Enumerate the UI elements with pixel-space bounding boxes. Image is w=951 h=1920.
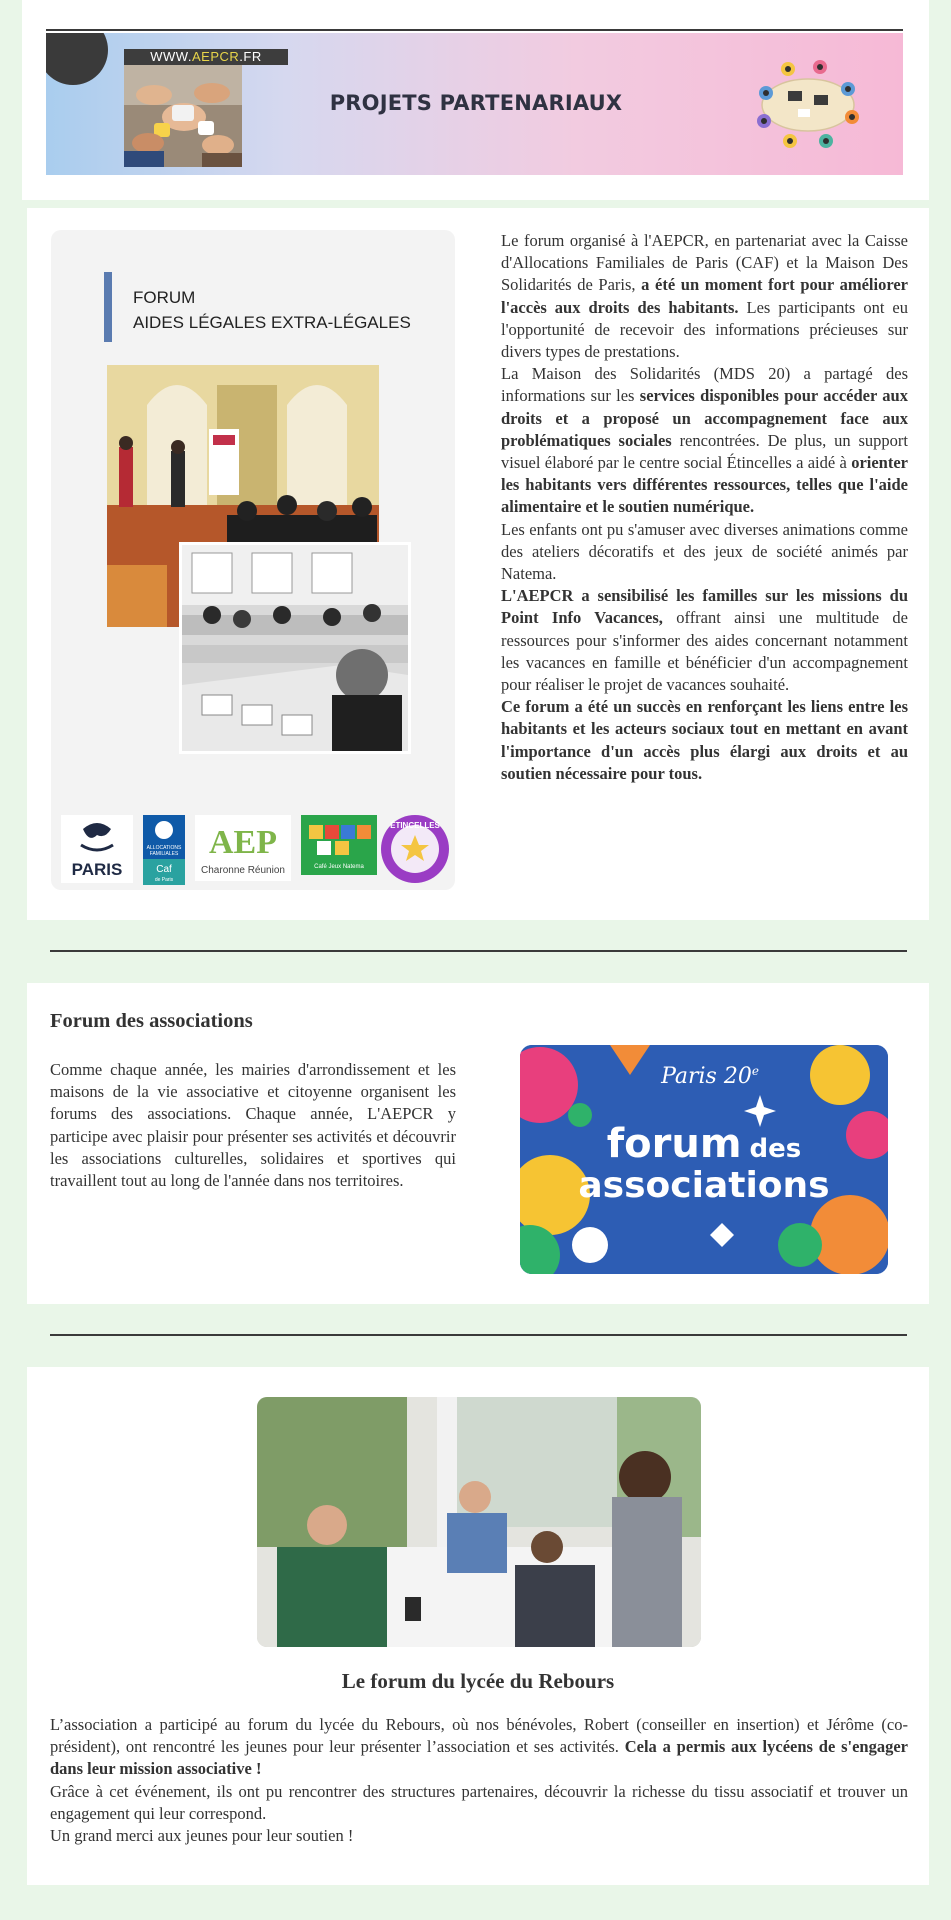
header-banner [46,33,903,175]
forum-aides-article [501,230,908,785]
forum-aides-paragraph: L'AEPCR a sensibilisé les familles sur les missions du Point Info Vacances, offrant ainsi une multitude de ressources pour s'informer des aides concernant notamment les vacances en famille et bénéficier d'un accompagnement pour réaliser le projet de vacances souhaité. [501,586,908,695]
lycee-forum-photo [257,1397,701,1647]
forum-lycee-article [50,1714,908,1847]
poster-city-label: Paris 20e [661,1064,759,1089]
svg-text:Charonne Réunion: Charonne Réunion [201,865,285,876]
poster-title-line1: FORUM [133,288,196,307]
forum-associations-section [27,983,929,1304]
banner-title: PROJETS PARTENARIAUX [329,91,623,115]
svg-text:ALLOCATIONS: ALLOCATIONS [146,845,182,851]
forum-associations-poster [520,1045,888,1274]
meeting-table-illustration [748,53,868,153]
forum-associations-text: Comme chaque année, les mairies d'arrondissement et les maisons de la vie associative et citoyenne organisent les forums des associations. Chaque année, L'AEPCR y participe avec plaisir pour présenter ses activités et découvrir les associations culturelles, solidaires et sportives qui travaillent tout au long de l'année dans nos territoires. [50,1060,456,1191]
svg-text:ÉTINCELLES: ÉTINCELLES [390,821,440,830]
svg-text:de Paris: de Paris [154,877,174,883]
caf-logo [143,815,185,885]
header-rule [46,29,903,31]
forum-room-photo [179,542,411,754]
partner-logos [61,815,451,887]
section-heading: Le forum du lycée du Rebours [341,1669,615,1693]
svg-text:AEP: AEP [209,824,277,861]
poster-title-line2: AIDES LÉGALES EXTRA-LÉGALES [133,313,411,332]
forum-aides-paragraph: Ce forum a été un succès en renforçant les liens entre les habitants et les acteurs sociaux tout en mettant en avant l'importance d'un accès plus élargi aux droits et au soutien nécessaire pour tous. [501,697,908,783]
paris-logo [61,815,133,883]
aep-logo [195,815,291,881]
section-divider [50,1334,907,1336]
forum-aides-poster [51,230,455,890]
forum-aides-section [27,208,929,920]
natema-logo [301,815,377,875]
header [0,0,951,200]
banner-corner-circle [46,33,108,85]
header-left-margin [0,0,22,200]
poster-title [133,285,411,335]
poster-forum-word: forum des [606,1121,802,1167]
header-right-margin [929,0,951,200]
section-heading: Forum des associations [50,1010,253,1032]
forum-lycee-paragraph: Un grand merci aux jeunes pour leur soutien ! [50,1826,354,1846]
svg-text:Caf: Caf [156,864,172,875]
poster-accent-bar [104,272,112,342]
section-divider [50,950,907,952]
forum-lycee-paragraph: L’association a participé au forum du lycée du Rebours, où nos bénévoles, Robert (conseiller en insertion) et Jérôme (co-président), ont rencontré les jeunes pour leur présenter l’association et ses activités. Cela a permis aux lycéens de s'engager dans leur mission associative ! [50,1715,908,1779]
website-url[interactable]: WWW.AEPCR.FR [124,49,288,65]
etincelles-logo [381,815,449,883]
paris-logo-text: PARIS [71,860,123,879]
forum-aides-paragraph: La Maison des Solidarités (MDS 20) a partagé des informations sur les services disponibles pour accéder aux droits et a proposé un accompagnement face aux problématiques sociales rencontrées. De plus, un support visuel élaboré par le centre social Étincelles a aidé à orienter les habitants vers différentes ressources, telles que l'aide alimentaire et le soutien numérique. [501,364,908,517]
forum-aides-paragraph: Les enfants ont pu s'amuser avec diverses animations comme des ateliers décoratifs et des jeux de société animés par Natema. [501,519,908,584]
forum-lycee-section [27,1367,929,1885]
puzzle-hands-photo [124,65,242,167]
poster-associations-word: associations [578,1165,830,1206]
forum-lycee-paragraph: Grâce à cet événement, ils ont pu rencontrer des structures partenaires, découvrir la richesse du tissu associatif et trouver un engagement qui leur correspond. [50,1781,908,1823]
svg-text:FAMILIALES: FAMILIALES [149,851,179,857]
forum-aides-paragraph: Le forum organisé à l'AEPCR, en partenariat avec la Caisse d'Allocations Familiales de Paris (CAF) et la Maison Des Solidarités de Paris, a été un moment fort pour améliorer l'accès aux droits des habitants. Les participants ont eu l'opportunité de recevoir des informations précieuses sur divers types de prestations. [501,231,908,362]
svg-text:Café Jeux Natema: Café Jeux Natema [314,864,364,870]
